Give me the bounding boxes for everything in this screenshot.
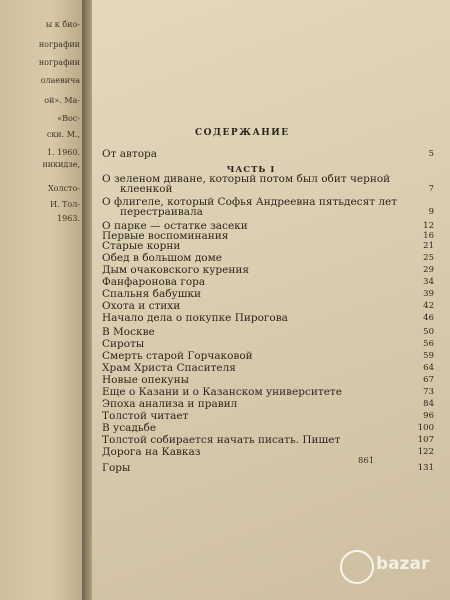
toc-entry-page: 96 xyxy=(423,411,434,421)
toc-entry-title: Первые воспоминания xyxy=(102,230,229,242)
toc-entry-page: 131 xyxy=(417,463,434,473)
left-page-line: 1963. xyxy=(57,214,80,223)
toc-entry-page: 50 xyxy=(423,327,434,337)
toc-entry-title: Обед в большом доме xyxy=(102,252,222,264)
toc-entry-page: 64 xyxy=(423,363,434,373)
toc-entry-page: 34 xyxy=(423,277,434,287)
toc-entry-title: От автора xyxy=(102,148,158,160)
toc-entry-page: 73 xyxy=(423,387,434,397)
left-page-line: ски. М., xyxy=(46,130,80,139)
toc-entry-page: 7 xyxy=(428,184,434,194)
watermark-logo xyxy=(340,548,432,584)
toc-entry-title: Дорога на Кавказ xyxy=(102,446,201,458)
toc-entry-page: 12 xyxy=(423,221,434,231)
watermark-text: bazar xyxy=(376,554,430,574)
page-folio: 861 xyxy=(358,456,375,466)
toc-entry-page: 5 xyxy=(428,149,434,159)
toc-entry-page: 84 xyxy=(423,399,434,409)
left-page-line: олаевича xyxy=(40,76,80,85)
toc-entry-title: О флигеле, который Софья Андреевна пятьдесят лет xyxy=(102,196,398,208)
toc-entry-page: 122 xyxy=(417,447,434,457)
toc-entry-title: Еще о Казани и о Казанском университете xyxy=(102,386,342,398)
toc-entry-title: Эпоха анализа и правил xyxy=(102,398,238,410)
left-page-line: нографии xyxy=(38,58,80,67)
toc-entry-title: Сироты xyxy=(102,338,145,350)
toc-entry-title: Фанфаронова гора xyxy=(102,276,206,288)
toc-entry-title: Спальня бабушки xyxy=(102,288,202,300)
page-title: СОДЕРЖАНИЕ xyxy=(195,128,290,138)
toc-entry-title: О зеленом диване, который потом был обит черной xyxy=(102,173,391,185)
toc-entry-page: 25 xyxy=(423,253,434,263)
toc-entry-page: 9 xyxy=(428,207,434,217)
toc-entry-title: Дым очаковского курения xyxy=(102,264,249,276)
toc-entry-page: 39 xyxy=(423,289,434,299)
toc-entry-page: 46 xyxy=(423,313,434,323)
toc-entry-title: Новые опекуны xyxy=(102,374,189,386)
toc-entry xyxy=(120,183,434,196)
toc-entry xyxy=(102,148,434,161)
toc-entry-page: 16 xyxy=(423,231,434,241)
toc-entry xyxy=(102,446,434,459)
toc-entry-title: В Москве xyxy=(102,326,155,338)
left-page-line: ой». Ма- xyxy=(44,96,80,105)
toc-entry xyxy=(120,206,434,219)
toc-entry-title: Смерть старой Горчаковой xyxy=(102,350,253,362)
toc-entry-page: 107 xyxy=(417,435,434,445)
left-page-line: никидзе, xyxy=(42,160,80,169)
toc-entry-page: 56 xyxy=(423,339,434,349)
toc-entry-page: 100 xyxy=(417,423,434,433)
toc-entry-page: 21 xyxy=(423,241,434,251)
toc-entry-page: 67 xyxy=(423,375,434,385)
toc-entry-title: клеенкой xyxy=(120,183,173,195)
logo-circle-icon xyxy=(340,550,374,584)
toc-entry-title: ЧАСТЬ I xyxy=(226,165,276,175)
toc-entry-page: 42 xyxy=(423,301,434,311)
toc-entry-title: Храм Христа Спасителя xyxy=(102,362,236,374)
toc-entry-title: О парке — остатке засеки xyxy=(102,220,248,232)
toc-entry-page: 29 xyxy=(423,265,434,275)
toc-entry-page: 59 xyxy=(423,351,434,361)
left-page-line: 1. 1960. xyxy=(46,148,80,157)
toc-entry-title: перестраивала xyxy=(120,206,203,218)
toc-entry-title: Горы xyxy=(102,462,131,474)
left-page-line: нографии xyxy=(38,40,80,49)
toc-entry-title: Начало дела о покупке Пирогова xyxy=(102,312,288,324)
toc-entry-title: Старые корни xyxy=(102,240,181,252)
toc-entry xyxy=(102,462,434,475)
left-page-line: И. Тол- xyxy=(50,200,80,209)
toc-entry-title: В усадьбе xyxy=(102,422,157,434)
left-page-line: ы к био- xyxy=(45,20,80,29)
toc-entry-title: Охота и стихи xyxy=(102,300,181,312)
toc-entry-title: Толстой читает xyxy=(102,410,189,422)
toc-entry xyxy=(102,312,434,325)
left-page xyxy=(0,0,84,600)
toc-entry-title: Толстой собирается начать писать. Пишет xyxy=(102,434,341,446)
left-page-line: «Вос- xyxy=(57,114,80,123)
left-page-line: Холсто- xyxy=(47,184,80,193)
